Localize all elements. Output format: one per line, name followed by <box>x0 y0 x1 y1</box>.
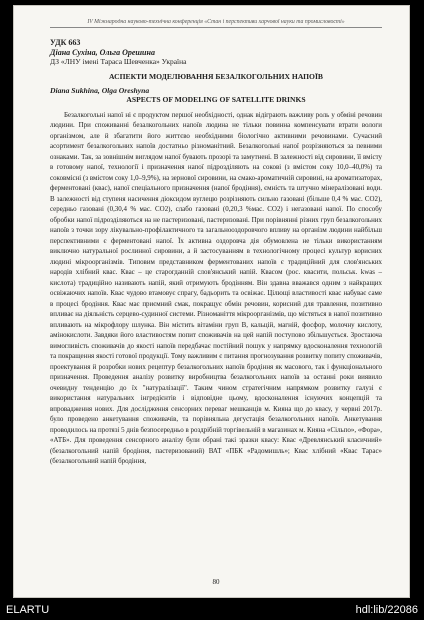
title-english: ASPECTS OF MODELING OF SATELLITE DRINKS <box>126 94 306 104</box>
title-ukrainian: АСПЕКТИ МОДЕЛЮВАННЯ БЕЗАЛКОГОЛЬНИХ НАПОЇВ <box>109 71 323 81</box>
udk-code: УДК 663 <box>50 38 81 47</box>
authors-english: Diana Sukhina, Olga Oreshyna <box>50 85 150 95</box>
authors: Діана Сухіна, Ольга Орешина <box>50 47 155 57</box>
handle-label: hdl:lib/22086 <box>355 604 418 616</box>
affiliation: ДЗ «ЛНУ імені Тараса Шевченка» Україна <box>50 57 187 66</box>
repository-label: ELARTU <box>6 604 50 616</box>
page-number: 80 <box>212 578 220 586</box>
running-header: IV Міжнародна науково-технічна конференція «Стан і перспективи харчової науки та промисловості» <box>50 19 382 28</box>
footer-bar <box>0 598 424 620</box>
body-paragraph: Безалкогольні напої нi є продуктом першої необхідності, однак відіграють важливу роль у обміні речовин людини. При споживанні безалкогольних напоїв людина не тільки повинна компенсувати втрати вологи організмом, але й збагатити його життєво необхідними біологічно активними речовинами. Сучасний асортимент безалкогольних напоїв достатньо різноманітний. Безалкогольні напої розрізняються за певними ознаками. Так, за зовнішнім виглядом напої бувають прозорі та замутнені. В залежності від сировини, її вмісту в готовому напої, технології і призначення напої підрозділяють на сокові (з вмістом соку 10,0–40,0%) та соковмісні (з вмістом соку 1,0–9,9%), на зернової сировини, на смако-ароматичній сировині, на ароматизаторах, ферментовані (квас), напої спеціального призначення (напої бродіння), ємність та штучно мінералізовані води. В залежності від ступеня насичення діоксидом вуглецю розрізняють сильно газовані (більше 0,4 % мас. CO2), середньо газовані (0,30,4 % мас. CO2), слабо газовані (0,20,3 %мас. CO2) і негазовані напої. По способу обробки напої підрозділяються на не пастеризовані, пастеризовані. При порівнянні різних груп безалкогольних напоїв з точки зору лікувально-профілактичного та загальнооздоровчого впливу на організм людини найбільш перспективними є ферментовані напої. Їх активна оздоровча дія обумовлена не тільки використанням виключно натуральної рослинної сировини, а й застосуванням в технологічному процесі культур корисних людині мікроорганізмів. Типовим представником ферментованих напоїв є традиційний для слов'янських народів хлібний квас. Квас – це старогданній слов'янський напій. Квасом (рос. квасити, польськ. kwas – кислота) традиційно називають напій, який отримують бродінням. Він здавна вважався одним з найкращих освіжаючих напоїв. Квас чудово втамовує спрагу, бадьорить та освіжає. Цілющі властивості квас набуває саме в процесі бродіння. Квас має приємний смак, покращує обмін речовин, корисний для травлення, позитивно впливає на діяльність серцево-судинної системи. Різноманіття мікроорганізмів, що містяться в напої позитивно впливають на мікрофлору шлунка. Він містить вітаміни груп B, кальцій, магній, фосфор, молочну кислоту, амінокислоти. Завдяки його властивостям попит споживачів на цей напій поступово збільшується. Зростаюча вимогливість споживачів до якості напоїв передбачає постійний пошук у напрямку вдосконалення технологій та покращення якості готової продукції. Тому важливим є питання прогнозування розвитку попиту споживачів, проектування й розробки нових рецептур безалкогольних напоїв бродіння як масового, так і функціонального призначення. Проведення аналізу розвитку виробництва безалкогольних напоїв за останні роки виявило очевидну тенденцію до їх "натуралізації". Таким чином стратегічним напрямком розвитку галузі є використання натуральних інгредієнтів і відповідне цьому, вдосконалення існуючих концепцій та впровадження нових. Для дослідження сенсорних переваг мешканців м. Кияна що до квасу, у червні 2017р. було проведено анкетування споживачів, та порівняльна дегустація безалкогольних напоїв. Анкетування проводилось на протязі 5 днів безпосередньо в роздрібній торгівельній в магазинах м. Кияна «Сільпо», «Фора», «АТБ». Для проведення сенсорного аналізу були обрані такі зразки квасу: Квас «Древлянський класичний» (безалкогольний напій бродіння, пастеризований) ВАТ «ПБК «Радомишль»; Квас хлібний «Квас Тарас» (безалкогольний напій бродіння, <box>50 110 382 465</box>
document-page <box>13 5 410 598</box>
page-content <box>50 19 382 589</box>
